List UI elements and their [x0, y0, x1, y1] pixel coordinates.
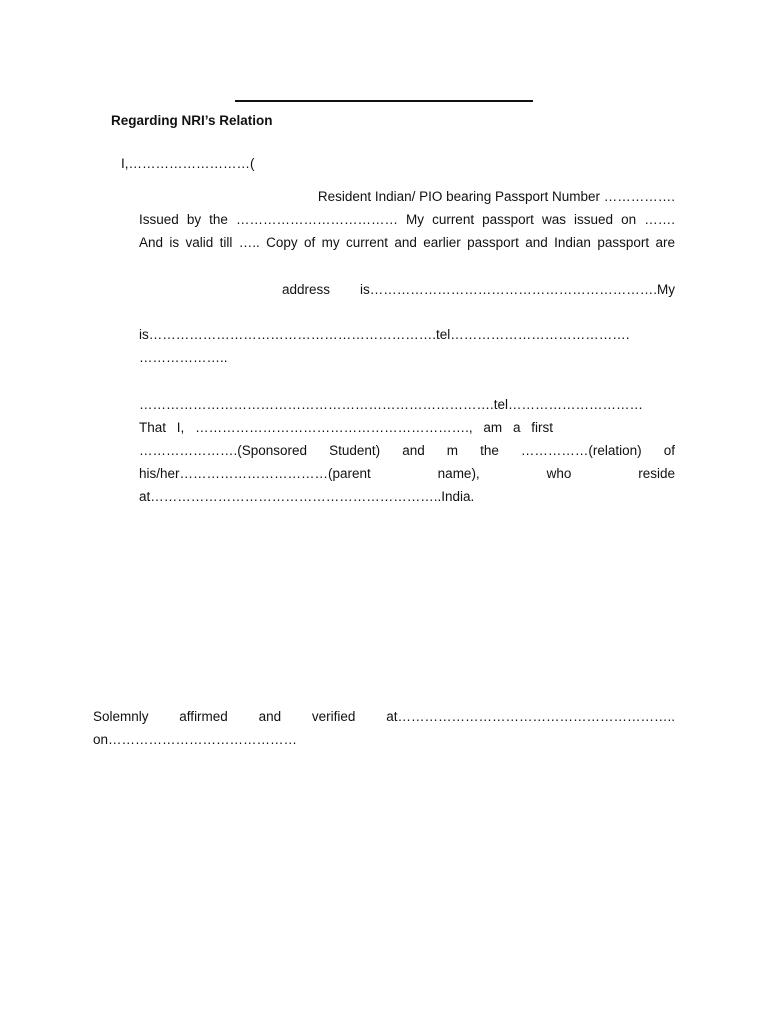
word: earlier [423, 235, 461, 250]
document-heading: Regarding NRI’s Relation [111, 113, 273, 128]
passport-validity-line [139, 235, 675, 251]
word: till [219, 235, 233, 250]
word: the [480, 443, 499, 458]
relation-intro-line [139, 420, 553, 436]
word: my [321, 235, 340, 250]
affirmation-date-line: on…………………………………… [93, 732, 298, 747]
declarant-line: I,………………………( [121, 156, 255, 171]
word: ……………(relation) [520, 443, 642, 458]
word: ……. [644, 212, 675, 227]
affirmation-line [93, 709, 675, 725]
word: Copy [266, 235, 298, 250]
word: at…………………………………………………….. [386, 709, 675, 724]
word: reside [638, 466, 675, 481]
word: and [525, 235, 548, 250]
word: am [483, 420, 503, 435]
word: was [541, 212, 566, 227]
word: ……………………………… [235, 212, 398, 227]
word: of [663, 443, 675, 458]
sponsored-student-line [139, 443, 675, 459]
word: ………………….(Sponsored [139, 443, 308, 458]
address-line [282, 282, 675, 298]
word: Student) [329, 443, 381, 458]
word: are [655, 235, 675, 250]
word: I, [176, 420, 185, 435]
word: on [621, 212, 637, 227]
word: passport [467, 235, 519, 250]
word: the [209, 212, 228, 227]
word: address [282, 282, 331, 297]
word: is [169, 235, 180, 250]
word: current [345, 235, 388, 250]
passport-issued-line [139, 212, 675, 228]
word: a [512, 420, 521, 435]
word: current [432, 212, 475, 227]
word: That [139, 420, 167, 435]
word: first [531, 420, 553, 435]
word: m [446, 443, 459, 458]
word: name), [437, 466, 480, 481]
word: of [303, 235, 316, 250]
word: affirmed [179, 709, 228, 724]
word: And [139, 235, 164, 250]
word: passport [597, 235, 650, 250]
word: ….. [238, 235, 260, 250]
top-rule [235, 100, 533, 102]
word: who [546, 466, 572, 481]
word: and [394, 235, 417, 250]
word: My [406, 212, 425, 227]
word: valid [185, 235, 214, 250]
contact-line: is……………………………………………………….tel…………………………………. [139, 327, 630, 342]
word: and [402, 443, 425, 458]
word: is……………………………………………………….My [360, 282, 675, 297]
residence-line: at………………………………………………………..India. [139, 489, 475, 504]
word: issued [574, 212, 614, 227]
word: passport [482, 212, 534, 227]
word: verified [311, 709, 356, 724]
second-contact-line: …………………………………………………………………….tel………………………… [139, 397, 644, 412]
word: his/her……………………………(parent [139, 466, 371, 481]
word: Solemnly [93, 709, 149, 724]
passport-number-line: Resident Indian/ PIO bearing Passport Number ……………. [317, 189, 675, 204]
contact-continuation-line: ……………….. [139, 350, 228, 365]
parent-name-line [139, 466, 675, 482]
word: ……………………………………………………., [195, 420, 473, 435]
word: and [258, 709, 282, 724]
word: Indian [554, 235, 591, 250]
word: by [186, 212, 202, 227]
word: Issued [139, 212, 179, 227]
